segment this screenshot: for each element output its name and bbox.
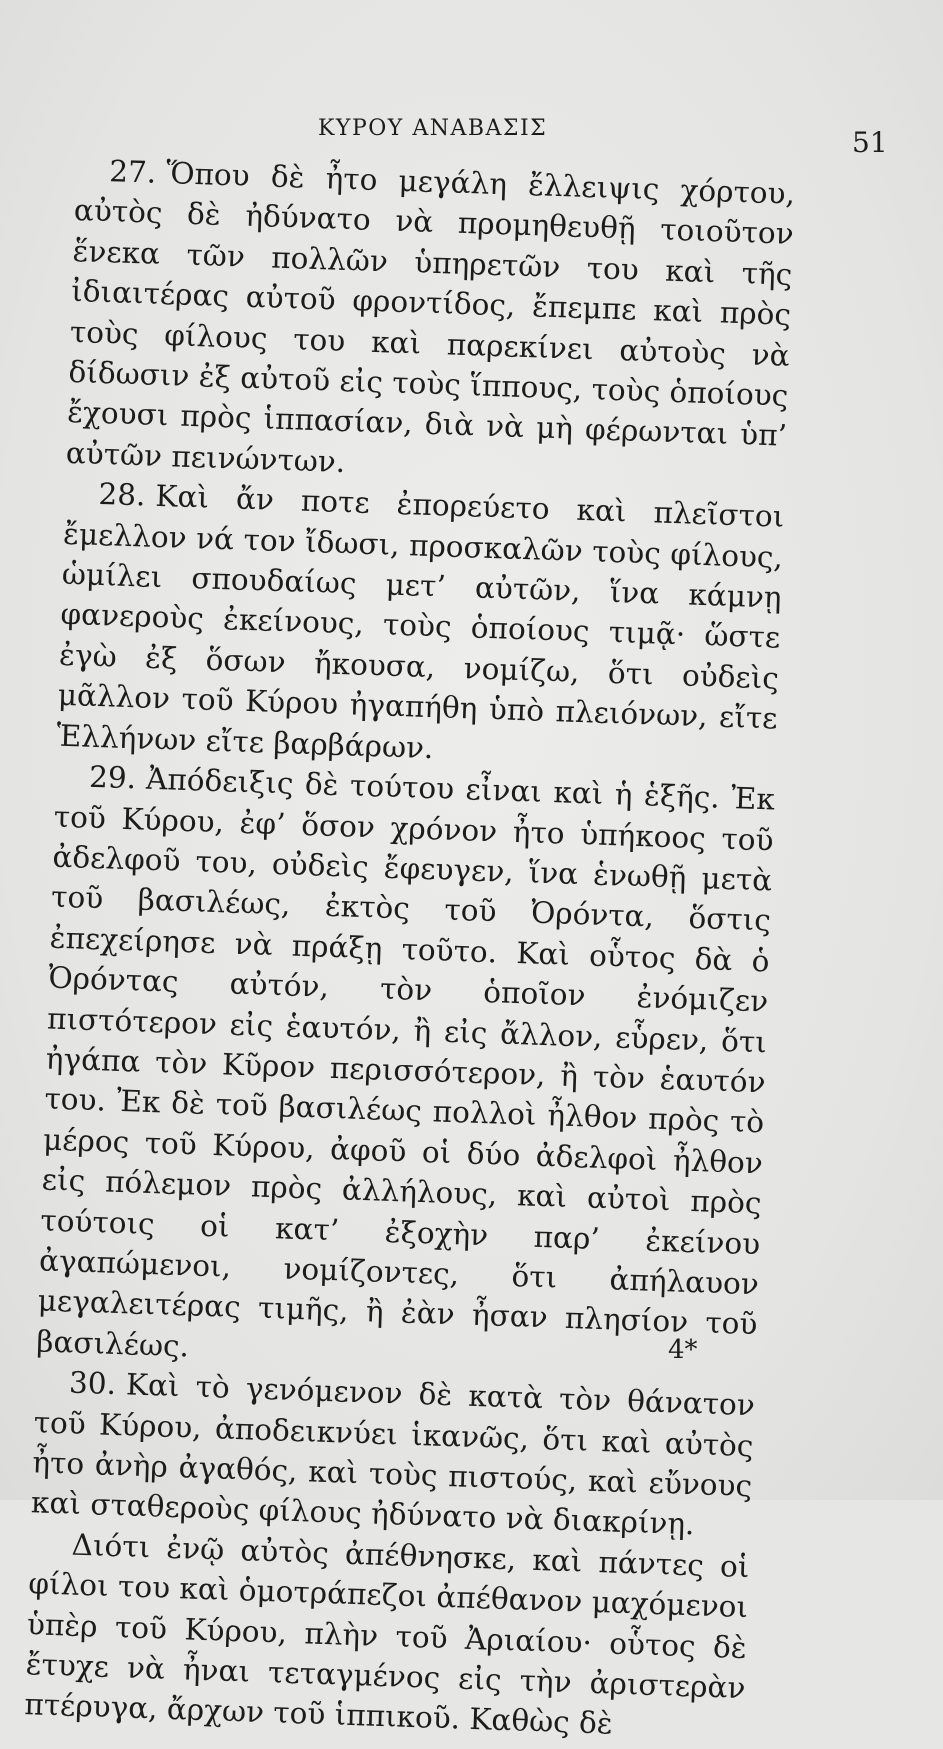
- paragraph-text: Καὶ ἄν ποτε ἐπορεύετο καὶ πλεῖστοι ἔμελλον νά τον ἴδωσι, προσκαλῶν τοὺς φίλους, ὡμίλει σπουδαίως μετ’ αὐτῶν, ἵνα κάμνῃ φανεροὺς ἐκείνους, τοὺς ὁποίους τιμᾷ· ὥστε ἐγὼ ἐξ ὅσων ἤκουσα, νομίζω, ὅτι οὐδεὶς μᾶλλον τοῦ Κύρου ἠγαπήθη ὑπὸ πλειόνων, εἴτε Ἑλλήνων εἴτε βαρβάρων.: [56, 479, 785, 765]
- paragraph-number: 27.: [108, 154, 157, 190]
- page-header: [0, 112, 943, 159]
- paragraph-text: Ὅπου δὲ ἦτο μεγάλη ἔλλειψις χόρτου, αὐτὸς δὲ ἠδύνατο νὰ προμηθευθῇ τοιοῦτον ἕνεκα τῶν πολλῶν ὑπηρετῶν του καὶ τῆς ἰδιαιτέρας αὐτοῦ φροντίδος, ἔπεμπε καὶ πρὸς τοὺς φίλους του καὶ παρεκίνει αὐτοὺς νὰ δίδωσιν ἐξ αὐτοῦ εἰς τοὺς ἵππους, τοὺς ὁποίους ἔχουσι πρὸς ἱππασίαν, διὰ νὰ μὴ φέρωνται ὑπ’ αὐτῶν πεινώντων.: [65, 156, 796, 479]
- paragraph-text: Ἀπόδειξις δὲ τούτου εἶναι καὶ ἡ ἑξῆς. Ἐκ τοῦ Κύρου, ἐφ’ ὅσον χρόνον ἦτο ὑπήκοος τοῦ ἀδελφοῦ του, οὐδεὶς ἔφευγεν, ἵνα ἑνωθῇ μετὰ τοῦ βασιλέως, ἐκτὸς τοῦ Ὀρόντα, ὅστις ἐπεχείρησε νὰ πράξῃ τοῦτο. Καὶ οὗτος δὰ ὁ Ὀρόντας αὐτόν, τὸν ὁποῖον ἐνόμιζεν πιστότερον εἰς ἑαυτόν, ἢ εἰς ἄλλον, εὗρεν, ὅτι ἠγάπα τὸν Κῦρον περισσότερον, ἢ τὸν ἑαυτόν του. Ἐκ δὲ τοῦ βασιλέως πολλοὶ ἦλθον πρὸς τὸ μέρος τοῦ Κύρου, ἀφοῦ οἱ δύο ἀδελφοὶ ἦλθον εἰς πόλεμον πρὸς ἀλλήλους, καὶ αὐτοὶ πρὸς τούτοις οἱ κατ’ ἐξοχὴν παρ’ ἐκείνου ἀγαπώμενοι, νομίζοντες, ὅτι ἀπήλαυον μεγαλειτέρας τιμῆς, ἢ ἐὰν ἦσαν πλησίον τοῦ βασιλέως.: [35, 761, 776, 1364]
- paragraph-30: [30, 1362, 755, 1547]
- running-head: ΚΥΡΟΥ ΑΝΑΒΑΣΙΣ: [318, 116, 548, 141]
- signature-mark: 4*: [668, 1335, 698, 1365]
- paragraph-number: 29.: [88, 759, 137, 796]
- paragraph-28: [56, 473, 785, 780]
- paragraph-continuation: [24, 1523, 750, 1749]
- paragraph-27: [65, 150, 795, 497]
- paragraph-text: Διότι ἐνῷ αὐτὸς ἀπέθνησκε, καὶ πάντες οἱ φίλοι του καὶ ὁμοτράπεζοι ἀπέθανον μαχόμενοι ὑπὲρ τοῦ Κύρου, πλὴν τοῦ Ἀριαίου· οὗτος δὲ ἔτυχε νὰ ἦναι τεταγμένος εἰς τὴν ἀριστερὰν πτέρυγα, ἄρχων τοῦ ἱππικοῦ. Καθὼς δὲ: [23, 1527, 750, 1742]
- paragraph-number: 28.: [98, 477, 147, 513]
- paragraph-text: Καὶ τὸ γενόμενον δὲ κατὰ τὸν θάνατον τοῦ Κύρου, ἀποδεικνύει ἱκανῶς, ὅτι καὶ αὐτὸς ἦτο ἀνὴρ ἀγαθός, καὶ τοὺς πιστούς, καὶ εὔνους καὶ σταθεροὺς φίλους ἠδύνατο νὰ διακρίνῃ.: [30, 1367, 756, 1542]
- paragraph-number: 30.: [68, 1365, 117, 1402]
- page-body: [24, 150, 796, 1749]
- page-number: 51: [852, 126, 888, 159]
- paragraph-29: [36, 756, 776, 1386]
